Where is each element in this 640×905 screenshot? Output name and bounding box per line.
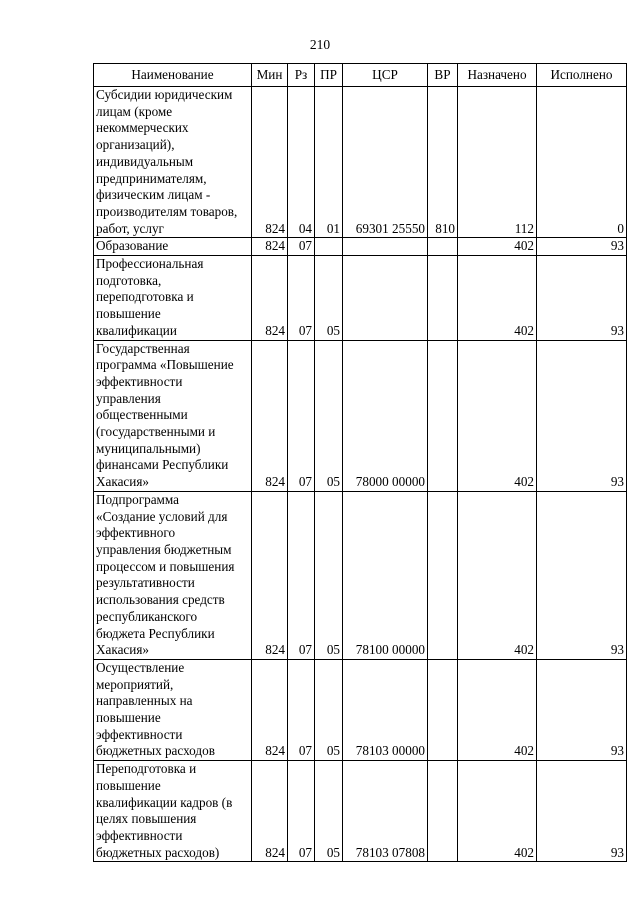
cell-pr: 05 [315,761,343,862]
cell-name-line: повышение [96,710,161,726]
table-row [94,491,627,659]
cell-vr [428,761,458,862]
table-body [94,87,627,862]
cell-name-line: общественными [96,407,188,423]
cell-name-line: переподготовка и [96,289,194,305]
cell-rz: 07 [288,659,315,760]
cell-rz: 07 [288,238,315,256]
cell-name-line: повышение [96,777,161,793]
cell-planned: 402 [458,238,537,256]
cell-name-line: повышение [96,306,161,322]
cell-name-line: финансами Республики [96,457,229,473]
cell-executed: 93 [537,340,627,491]
cell-vr [428,340,458,491]
cell-name-line: работ, услуг [96,220,164,236]
cell-name-line: эффективности [96,726,183,742]
cell-name-line: эффективного [96,525,176,541]
cell-pr [315,238,343,256]
cell-name-line: Государственная [96,340,190,356]
cell-name-line: направленных на [96,693,193,709]
cell-name-line: эффективности [96,373,183,389]
cell-name-line: квалификации кадров (в [96,794,233,810]
cell-name [94,491,252,659]
cell-pr: 05 [315,491,343,659]
cell-name-line: целях повышения [96,811,197,827]
cell-executed: 0 [537,87,627,238]
cell-name-line: Профессиональная [96,256,204,272]
cell-vr [428,238,458,256]
cell-csr: 78000 00000 [343,340,428,491]
cell-name-line: организаций), [96,137,175,153]
cell-pr: 01 [315,87,343,238]
header-rz: Рз [288,64,315,87]
cell-pr: 05 [315,340,343,491]
cell-rz: 07 [288,256,315,341]
cell-name-line: (государственными и [96,424,216,440]
page-number: 210 [309,37,331,52]
cell-name-line: Хакасия» [96,474,150,490]
cell-executed: 93 [537,761,627,862]
cell-pr: 05 [315,256,343,341]
cell-planned: 402 [458,491,537,659]
cell-planned: 402 [458,256,537,341]
cell-executed: 93 [537,491,627,659]
cell-name-line: управления бюджетным [96,541,232,557]
table-header-row [94,64,627,87]
cell-name-line: предпринимателям, [96,170,207,186]
cell-csr [343,238,428,256]
cell-csr: 78103 07808 [343,761,428,862]
cell-name [94,659,252,760]
cell-min: 824 [252,238,288,256]
header-executed: Исполнено [537,64,627,87]
cell-csr: 69301 25550 [343,87,428,238]
cell-min: 824 [252,659,288,760]
cell-name-line: производителям товаров, [96,203,238,219]
cell-csr: 78100 00000 [343,491,428,659]
table-row [94,340,627,491]
cell-name [94,238,252,256]
cell-name-line: Субсидии юридическим [96,87,233,102]
cell-name-line: бюджета Республики [96,625,215,641]
cell-name-line: управления [96,390,161,406]
cell-executed: 93 [537,659,627,760]
cell-executed: 93 [537,256,627,341]
cell-vr [428,256,458,341]
cell-name-line: Осуществление [96,659,185,675]
cell-name-line: результативности [96,575,195,591]
cell-name-line: бюджетных расходов) [96,844,220,860]
cell-name-line: подготовка, [96,272,162,288]
header-name: Наименование [94,64,252,87]
cell-planned: 402 [458,659,537,760]
cell-csr: 78103 00000 [343,659,428,760]
cell-planned: 402 [458,340,537,491]
cell-name-line: физическим лицам - [96,187,211,203]
cell-name-line: мероприятий, [96,676,174,692]
cell-name-line: Хакасия» [96,642,150,658]
table-row [94,761,627,862]
cell-name-line: некоммерческих [96,120,189,136]
cell-name-line: программа «Повышение [96,357,234,373]
cell-pr: 05 [315,659,343,760]
table-row [94,238,627,256]
cell-name-line: использования средств [96,592,225,608]
cell-name [94,340,252,491]
header-csr: ЦСР [343,64,428,87]
cell-rz: 07 [288,761,315,862]
cell-rz: 07 [288,340,315,491]
cell-rz: 04 [288,87,315,238]
cell-name-line: Переподготовка и [96,761,197,777]
cell-name-line: «Создание условий для [96,508,228,524]
header-vr: ВР [428,64,458,87]
cell-min: 824 [252,340,288,491]
cell-name-line: процессом и повышения [96,558,235,574]
cell-rz: 07 [288,491,315,659]
cell-name [94,761,252,862]
cell-min: 824 [252,256,288,341]
cell-vr: 810 [428,87,458,238]
header-pr: ПР [315,64,343,87]
table-row [94,659,627,760]
cell-name-line: Подпрограмма [96,491,180,507]
cell-name-line: республиканского [96,608,198,624]
cell-name [94,256,252,341]
cell-csr [343,256,428,341]
header-min: Мин [252,64,288,87]
cell-min: 824 [252,491,288,659]
cell-name-line: Образование [96,238,169,254]
cell-vr [428,659,458,760]
cell-executed: 93 [537,238,627,256]
cell-planned: 402 [458,761,537,862]
cell-vr [428,491,458,659]
table-row [94,87,627,238]
budget-table [93,63,627,862]
header-planned: Назначено [458,64,537,87]
cell-name [94,87,252,238]
table-row [94,256,627,341]
cell-min: 824 [252,87,288,238]
cell-planned: 112 [458,87,537,238]
cell-name-line: эффективности [96,827,183,843]
cell-name-line: бюджетных расходов [96,743,215,759]
cell-min: 824 [252,761,288,862]
cell-name-line: индивидуальным [96,153,194,169]
cell-name-line: квалификации [96,322,177,338]
cell-name-line: муниципальными) [96,440,201,456]
cell-name-line: лицам (кроме [96,103,173,119]
